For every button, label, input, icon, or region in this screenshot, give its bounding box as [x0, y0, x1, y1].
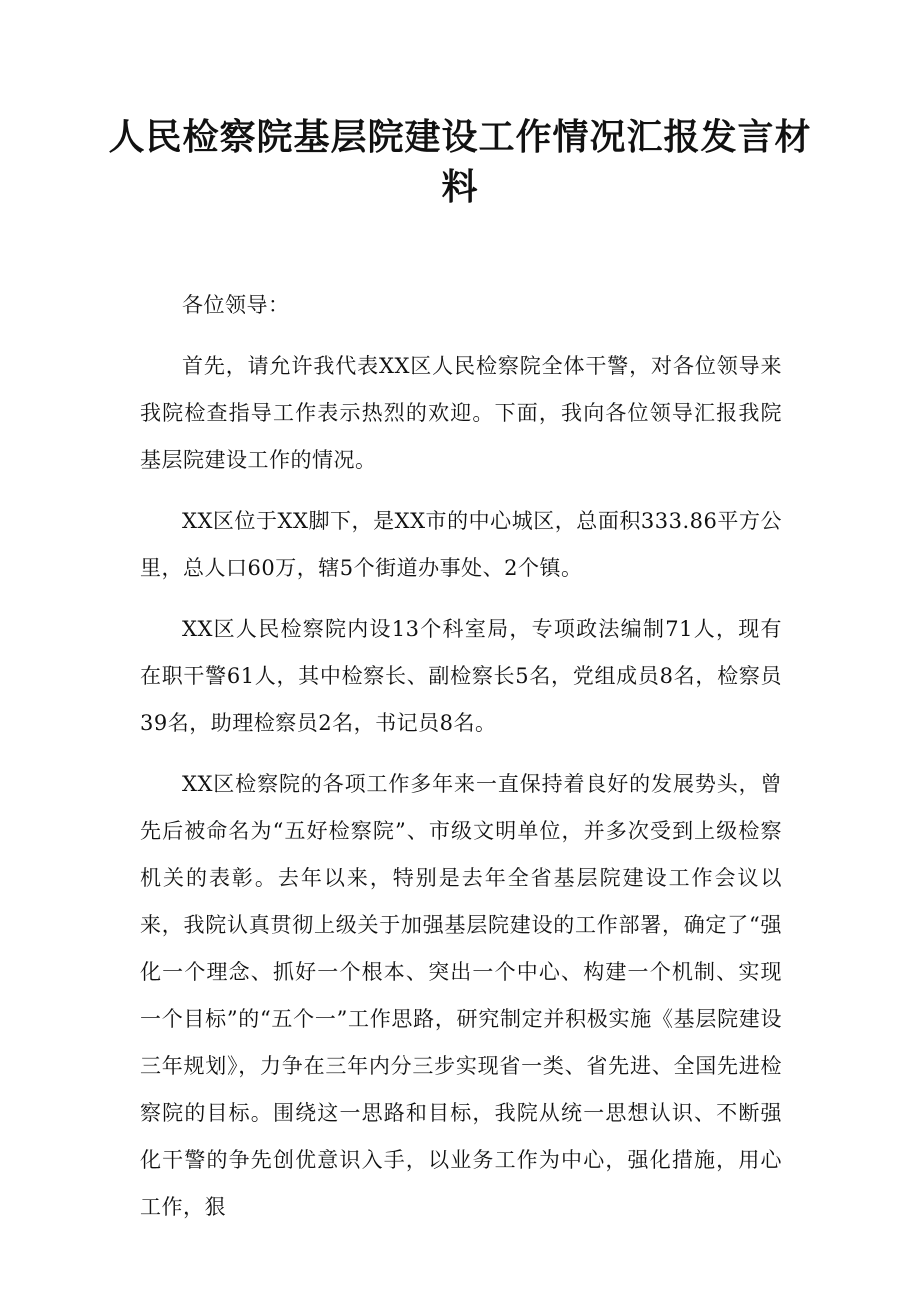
- staffing-paragraph: XX区人民检察院内设13个科室局，专项政法编制71人，现有在职干警61人，其中检察长、副检察长5名，党组成员8名，检察员39名，助理检察员2名，书记员8名。: [140, 617, 782, 735]
- salutation-paragraph: 各位领导：: [182, 293, 290, 317]
- work-summary-paragraph: XX区检察院的各项工作多年来一直保持着良好的发展势头，曾先后被命名为“五好检察院”、市级文明单位，并多次受到上级检察机关的表彰。去年以来，特别是去年全省基层院建设工作会议以来，我院认真贯彻上级关于加强基层院建设的工作部署，确定了“强化一个理念、抓好一个根本、突出一个中心、构建一个机制、实现一个目标”的“五个一”工作思路，研究制定并积极实施《基层院建设三年规划》，力争在三年内分三步实现省一类、省先进、全国先进检察院的目标。围绕这一思路和目标，我院从统一思想认识、不断强化干警的争先创优意识入手，以业务工作为中心，强化措施，用心工作，狠: [140, 772, 782, 1219]
- document-title: 人民检察院基层院建设工作情况汇报发言材料: [108, 116, 812, 208]
- welcome-paragraph: 首先，请允许我代表XX区人民检察院全体干警，对各位领导来我院检查指导工作表示热烈的欢迎。下面，我向各位领导汇报我院基层院建设工作的情况。: [140, 354, 782, 472]
- document-body: [140, 282, 782, 1245]
- district-overview-paragraph: XX区位于XX脚下，是XX市的中心城区，总面积333.86平方公里，总人口60万，辖5个街道办事处、2个镇。: [140, 509, 782, 580]
